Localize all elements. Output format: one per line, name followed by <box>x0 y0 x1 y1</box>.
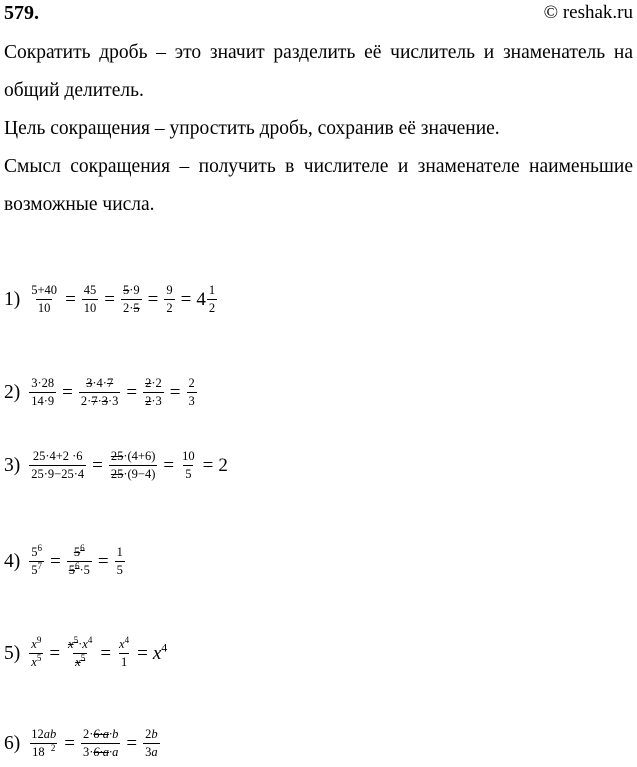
fraction: $\frac{25\cdot(4+6)}{25\cdot(9-4)}$ <box>110 449 156 481</box>
fraction: $\frac{25\cdot 4+2 \cdot 6}{25\cdot 9-25\cdot 4}$ <box>31 449 85 481</box>
site-watermark: © reshak.ru <box>543 2 633 23</box>
fraction: $\frac{3\cdot 4\cdot 7}{2\cdot 7\cdot 3\cdot 3}$ <box>80 376 119 408</box>
result: 2 <box>218 454 228 476</box>
paragraph-goal: Цель сокращения – упростить дробь, сохранив её значение. <box>4 118 500 139</box>
fraction: $\frac{2\cdot 2}{2\cdot 3}$ <box>145 376 162 408</box>
fraction: $\frac{45}{10}$ <box>83 283 97 315</box>
problem-5: 5) $\frac{x^9}{x^5}$ = $\frac{x^5\cdot x^4}{x^5}$ = $\frac{x^4}{1}$ = $x^4$ <box>4 634 168 669</box>
paragraph-definition: Сократить дробь – это значит разделить её числитель и знаменатель на общий делитель. <box>4 42 633 101</box>
fraction: $\frac{2\cdot 6\cdot a\cdot b}{3\cdot 6\cdot a\cdot a}$ <box>82 727 119 759</box>
problem-3: 3) $\frac{25\cdot 4+2 \cdot 6}{25\cdot 9-25\cdot 4}$ = $\frac{25\cdot(4+6)}{25\cdot(9-4)}$ = $\frac{10}{5}$ = 2 <box>4 449 228 481</box>
fraction: $\frac{5\cdot 9}{2\cdot 5}$ <box>123 283 140 315</box>
fraction: $\frac{1}{5}$ <box>116 545 123 577</box>
result: $x^4$ <box>152 640 168 664</box>
fraction: $\frac{2}{3}$ <box>188 376 195 408</box>
fraction: $\frac{5+40}{10}$ <box>31 283 58 315</box>
problem-6: 6) $\frac{12ab}{18 ^2}$ = $\frac{2\cdot 6\cdot a\cdot b}{3\cdot 6\cdot a\cdot a}$ = $\frac{2b}{3a}$ <box>4 727 158 759</box>
fraction: $\frac{12ab}{18 ^2}$ <box>31 727 57 759</box>
fraction: $\frac{x^5\cdot x^4}{x^5}$ <box>68 634 93 669</box>
fraction: $\frac{10}{5}$ <box>182 449 195 481</box>
fraction: $\frac{x^4}{1}$ <box>119 634 130 669</box>
paragraph-meaning: Смысл сокращения – получить в числителе и знаменателе наименьшие возможные числа. <box>4 156 633 215</box>
problem-label: 5) <box>4 642 21 664</box>
problem-number: 579. <box>4 2 39 24</box>
problem-label: 4) <box>4 550 21 572</box>
problem-label: 6) <box>4 732 21 754</box>
fraction: $\frac{5^6}{5^7}$ <box>31 542 42 577</box>
fraction: $\frac{x^9}{x^5}$ <box>31 634 42 669</box>
fraction: $\frac{5^6}{5^6\cdot 5}$ <box>68 542 90 577</box>
fraction: $\frac{3\cdot 28}{14\cdot 9}$ <box>31 376 55 408</box>
problem-label: 1) <box>4 288 21 310</box>
fraction: $\frac{9}{2}$ <box>166 283 173 315</box>
mixed-number: 4 1 2 <box>196 283 216 315</box>
problem-label: 2) <box>4 381 21 403</box>
problem-4: 4) $\frac{5^6}{5^7}$ = $\frac{5^6}{5^6\cdot 5}$ = $\frac{1}{5}$ <box>4 542 123 577</box>
problem-label: 3) <box>4 454 21 476</box>
problem-2: 2) $\frac{3\cdot 28}{14\cdot 9}$ = $\frac{3\cdot 4\cdot 7}{2\cdot 7\cdot 3\cdot 3}$ = $\frac{2\cdot 2}{2\cdot 3}$ = $\frac{2}{3}$ <box>4 376 195 408</box>
problem-1: 1) $\frac{5+40}{10}$ = $\frac{45}{10}$ = $\frac{5\cdot 9}{2\cdot 5}$ = $\frac{9}{2}$ = 4 1 2 <box>4 283 218 316</box>
fraction: $\frac{2b}{3a}$ <box>145 727 158 759</box>
